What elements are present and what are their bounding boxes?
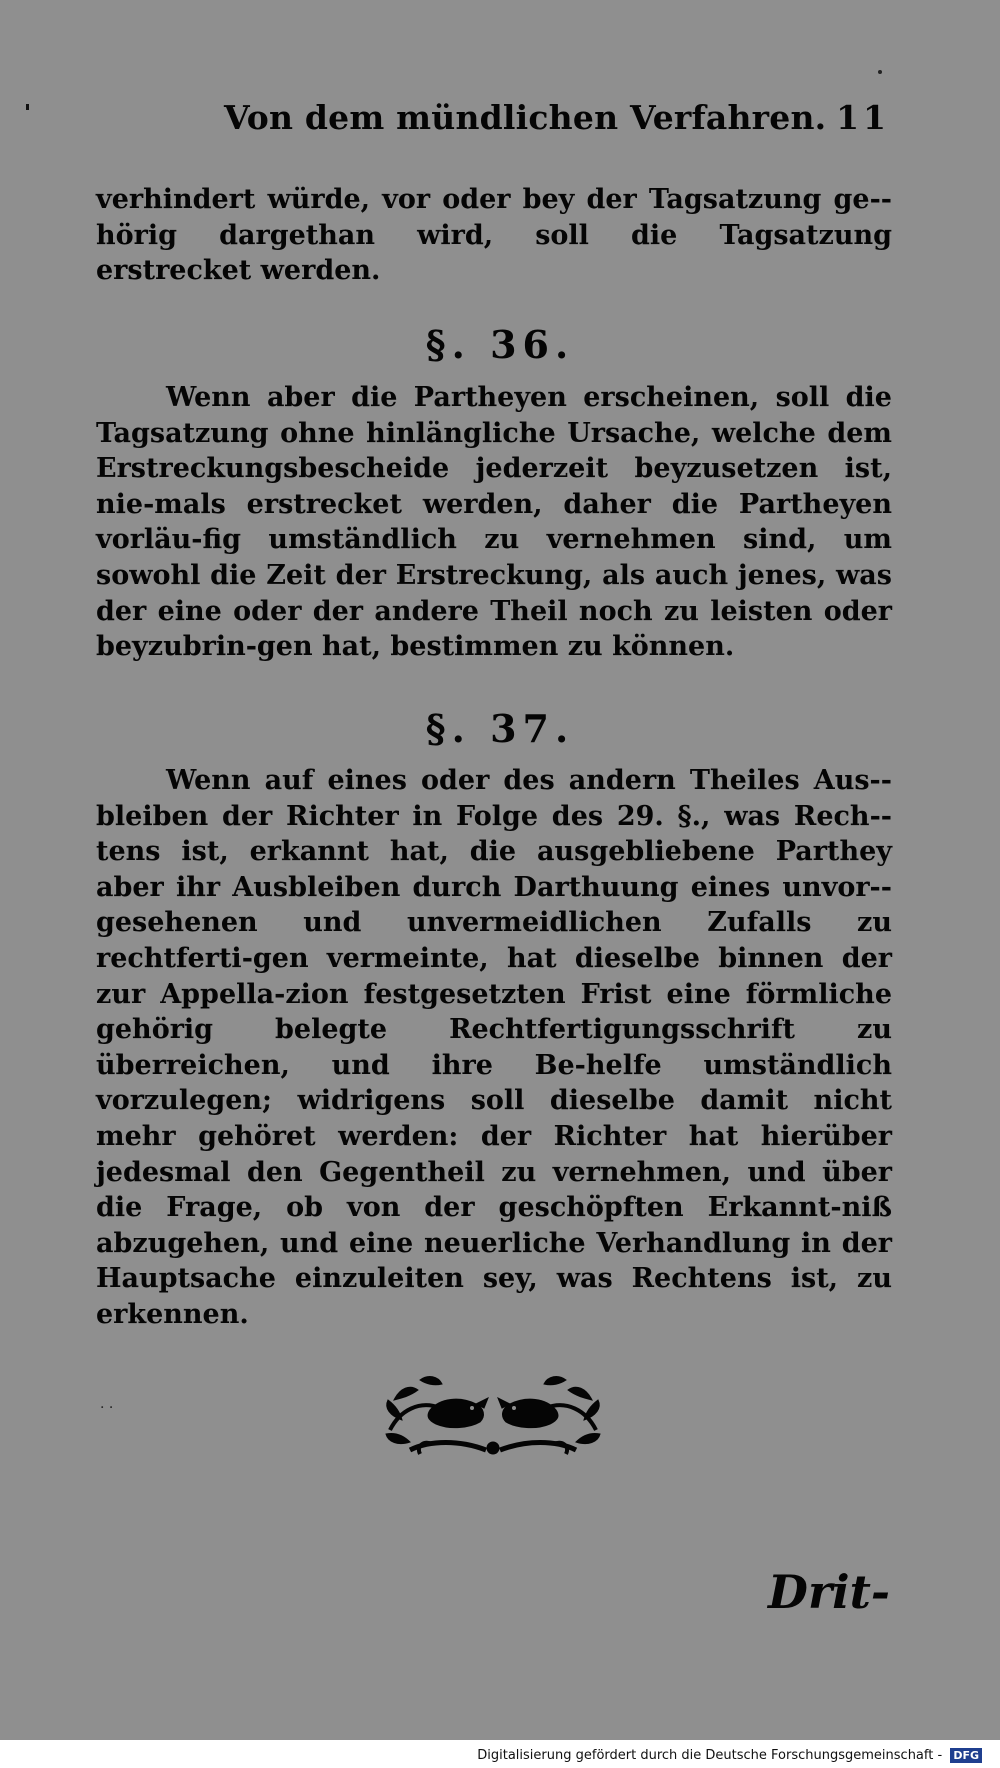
- running-head: [96, 98, 894, 144]
- ink-speck: [26, 104, 29, 110]
- section-36-paragraph: Wenn aber die Partheyen erscheinen, soll die Tagsatzung ohne hinlängliche Ursache, welche dem Erstreckungsbescheide jederzeit beyzusetzen ist, nie-mals erstrecket werden, daher die Partheyen vorläu-fig umständlich zu vernehmen sind, um sowohl die Zeit der Erstreckung, als auch jenes, was der eine oder der andere Theil noch zu leisten oder beyzubrin-gen hat, bestimmen zu können.: [96, 382, 892, 663]
- floral-vignette-icon: [380, 1370, 606, 1462]
- section-37-paragraph: Wenn auf eines oder des andern Theiles Aus-bleiben der Richter in Folge des 29. §., was Rech-tens ist, erkannt hat, die ausgebliebene Parthey aber ihr Ausbleiben durch Darthuung eines unvor-gesehenen und unvermeidlichen Zufalls zu rechtferti-gen vermeinte, hat dieselbe binnen der zur Appella-zion festgesetzten Frist eine förmliche gehörig belegte Rechtfertigungsschrift zu überreichen, und ihre Be-helfe umständlich vorzulegen; widrigens soll dieselbe damit nicht mehr gehöret werden: der Richter hat hierüber jedesmal den Gegentheil zu vernehmen, und über die Frage, ob von der geschöpften Erkannt-niß abzugehen, und eine neuerliche Verhandlung in der Hauptsache einzuleiten sey, was Rechtens ist, zu erkennen.: [96, 765, 892, 1330]
- footer-credit: [477, 1748, 982, 1763]
- ink-speck: [878, 70, 882, 74]
- running-title: Von dem mündlichen Verfahren.: [224, 98, 827, 137]
- page-number: 11: [836, 98, 890, 137]
- ink-speck: · ·: [100, 1400, 114, 1416]
- section-37-heading: §. 37.: [425, 706, 575, 751]
- continuation-paragraph: verhindert würde, vor oder bey der Tagsatzung ge-hörig dargethan wird, soll die Tagsatzung erstrecket werden.: [96, 184, 892, 287]
- dfg-logo: DFG: [950, 1748, 982, 1763]
- section-36-heading: §. 36.: [425, 322, 575, 367]
- footer-credit-text: Digitalisierung gefördert durch die Deutsche Forschungsgemeinschaft -: [477, 1748, 943, 1763]
- catchword: Drit-: [768, 1565, 890, 1619]
- footer-strip: [0, 1740, 1000, 1768]
